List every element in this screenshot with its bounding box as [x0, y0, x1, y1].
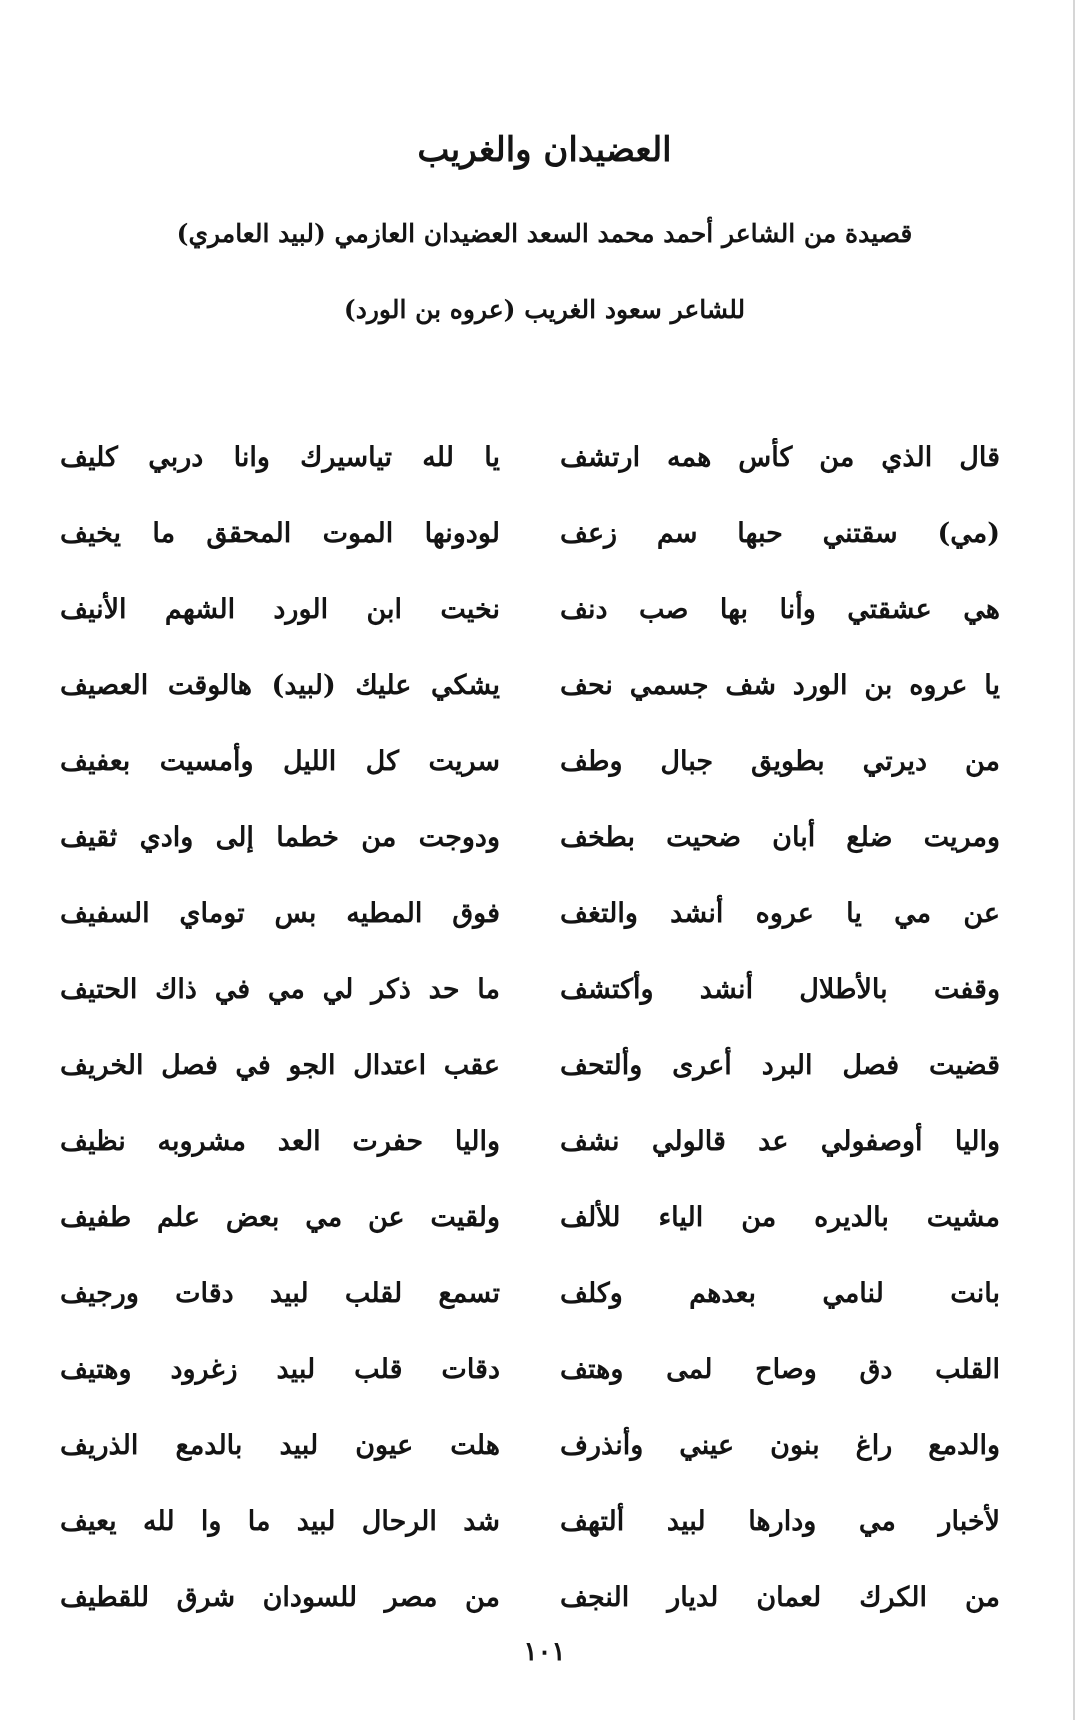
verse-left-2: لودونها الموت المحقق ما يخيف: [60, 518, 500, 549]
verse-left-10: واليا حفرت العد مشروبه نظيف: [60, 1126, 500, 1157]
verse-right-6: ومريت ضلع أبان ضحيت بطخف: [560, 822, 1000, 853]
verse-right-3: هي عشقتي وأنا بها صب دنف: [560, 594, 1000, 625]
verse-right-15: لأخبار مي ودارها لبيد ألتهف: [560, 1506, 1000, 1537]
verse-left-15: شد الرحال لبيد ما وا لله يعيف: [60, 1506, 500, 1537]
verse-left-13: دقات قلب لبيد زغرود وهتيف: [60, 1354, 500, 1385]
subtitle-author-line: [0, 216, 1089, 252]
verse-left-11: ولقيت عن مي بعض علم طفيف: [60, 1202, 500, 1233]
verse-left-3: نخيت ابن الورد الشهم الأنيف: [60, 594, 500, 625]
verse-left-1: يا لله تياسيرك وانا دربي كليف: [60, 442, 500, 473]
verse-left-9: عقب اعتدال الجو في فصل الخريف: [60, 1050, 500, 1081]
page-edge-line: [1073, 0, 1075, 1720]
verse-right-10: واليا أوصفولي عد قالولي نشف: [560, 1126, 1000, 1157]
verse-left-12: تسمع لقلب لبيد دقات ورجيف: [60, 1278, 500, 1309]
verse-left-4: يشكي عليك (لبيد) هالوقت العصيف: [60, 670, 500, 701]
poem-title: العضيدان والغريب: [417, 130, 672, 170]
verse-right-14: والدمع راغ بنون عيني وأنذرف: [560, 1430, 1000, 1461]
verse-right-2: (مي) سقتني حبها سم زعف: [560, 518, 1000, 549]
verse-left-16: من مصر للسودان شرق للقطيف: [60, 1582, 500, 1613]
subtitle-recipient-line: [0, 292, 1089, 328]
poem-header: [0, 128, 1089, 172]
verse-left-7: فوق المطيه بس توماي السفيف: [60, 898, 500, 929]
poem-column-left: [60, 438, 500, 1654]
verse-left-8: ما حد ذكر لي مي في ذاك الحتيف: [60, 974, 500, 1005]
verse-right-9: قضيت فصل البرد أعرى وألتحف: [560, 1050, 1000, 1081]
poem-body: [60, 438, 1020, 1618]
poem-column-right: [560, 438, 1000, 1654]
page-number: ١٠١: [523, 1637, 566, 1667]
subtitle-recipient: للشاعر سعود الغريب (عروه بن الورد): [343, 295, 746, 324]
verse-right-13: القلب دق وصاح لمى وهتف: [560, 1354, 1000, 1385]
verse-right-5: من ديرتي بطويق جبال وطف: [560, 746, 1000, 777]
verse-right-11: مشيت بالديره من الياء للألف: [560, 1202, 1000, 1233]
verse-right-16: من الكرك لعمان لديار النجف: [560, 1582, 1000, 1613]
verse-right-4: يا عروه بن الورد شف جسمي نحف: [560, 670, 1000, 701]
verse-right-7: عن مي يا عروه أنشد والتغف: [560, 898, 1000, 929]
verse-left-14: هلت عيون لبيد بالدمع الذريف: [60, 1430, 500, 1461]
subtitle-author: قصيدة من الشاعر أحمد محمد السعد العضيدان العازمي (لبيد العامري): [176, 219, 913, 248]
verse-right-12: بانت لنامي بعدهم وكلف: [560, 1278, 1000, 1309]
verse-left-5: سريت كل الليل وأمسيت بعفيف: [60, 746, 500, 777]
verse-right-8: وقفت بالأطلال أنشد وأكتشف: [560, 974, 1000, 1005]
verse-left-6: ودوجت من خطما إلى وادي ثقيف: [60, 822, 500, 853]
verse-right-1: قال الذي من كأس همه ارتشف: [560, 442, 1000, 473]
